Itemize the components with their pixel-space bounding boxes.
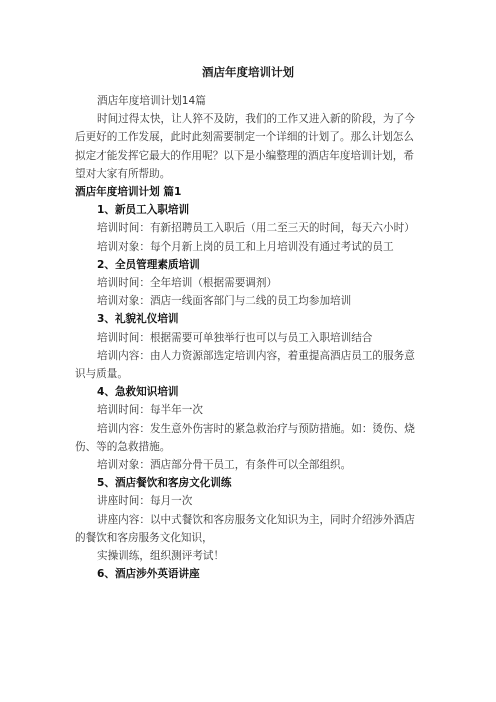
section-title: 酒店年度培训计划 篇1 (75, 186, 182, 199)
item-text: 培训内容：发生意外伤害时的紧急救治疗与预防措施。如：烫伤、烧伤、等的急救措施。 (75, 422, 415, 453)
document-title: 酒店年度培训计划 (202, 65, 294, 79)
item-text: 培训时间：每半年一次 (97, 404, 203, 417)
item-text: 实操训练，组织测评考试！ (97, 550, 225, 563)
item-heading: 4、急救知识培训 (97, 386, 179, 399)
document-body (75, 92, 421, 583)
item-heading: 2、全员管理素质培训 (97, 258, 200, 271)
item-text: 培训对象：酒店部分骨干员工，有条件可以全部组织。 (97, 459, 352, 472)
item-text: 培训内容：由人力资源部选定培训内容，着重提高酒店员工的服务意识与质量。 (75, 349, 415, 381)
item-text: 讲座内容：以中式餐饮和客房服务文化知识为主，同时介绍涉外酒店的餐饮和客房服务文化知识， (75, 513, 415, 544)
item-heading: 3、礼貌礼仪培训 (97, 313, 179, 326)
item-heading: 5、酒店餐饮和客房文化训练 (97, 477, 232, 490)
item-text: 培训时间：有新招聘员工入职后（用二至三天的时间，每天六小时） (97, 222, 415, 235)
item-text: 培训时间：根据需要可单独举行也可以与员工入职培训结合 (97, 331, 373, 344)
item-text: 培训对象：酒店一线面客部门与二线的员工均参加培训 (97, 295, 352, 308)
item-text: 培训对象：每个月新上岗的员工和上月培训没有通过考试的员工 (97, 240, 394, 253)
item-text: 讲座时间：每月一次 (97, 495, 193, 508)
intro-paragraph: 时间过得太快，让人猝不及防，我们的工作又进入新的阶段，为了今后更好的工作发展，此时此刻需要制定一个详细的计划了。那么计划怎么拟定才能发挥它最大的作用呢？以下是小编整理的酒店年度培训计划，希望对大家有所帮助。 (75, 113, 415, 180)
item-text: 培训时间：全年培训（根据需要调剂） (97, 277, 278, 290)
item-heading: 1、新员工入职培训 (97, 204, 190, 217)
item-heading: 6、酒店涉外英语讲座 (97, 568, 200, 581)
document-subtitle: 酒店年度培训计划14篇 (97, 95, 206, 107)
